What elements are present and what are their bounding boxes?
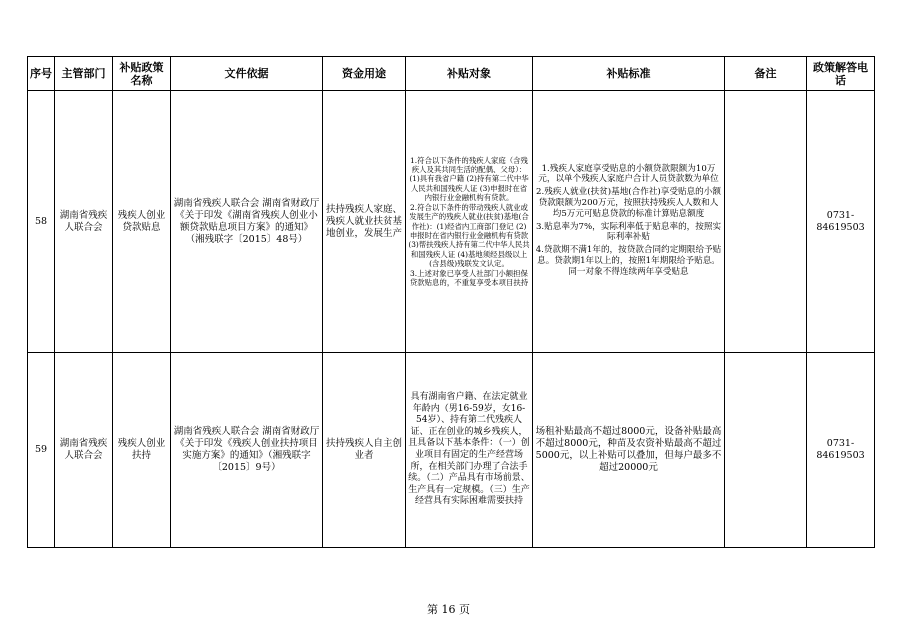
cell-phone: 0731-84619503 <box>807 353 875 548</box>
cell-policy: 残疾人创业扶持 <box>113 353 171 548</box>
page-footer: 第 16 页 <box>427 603 470 616</box>
header-dept: 主管部门 <box>55 57 113 91</box>
table-row <box>28 353 875 548</box>
header-basis: 文件依据 <box>171 57 323 91</box>
header-standard: 补贴标准 <box>533 57 725 91</box>
cell-seq: 58 <box>28 91 55 353</box>
cell-basis: 湖南省残疾人联合会 湖南省财政厅《关于印发《残疾人创业扶持项目实施方案》的通知》（湘残联字〔2015〕9号） <box>171 353 323 548</box>
standard-item: 2.残疾人就业(扶贫)基地(合作社)享受贴息的小额贷款限额为200万元，按照扶持残疾人人数和人均5万元可贴息贷款的标准计算贴息额度 <box>536 187 721 219</box>
header-seq: 序号 <box>28 57 55 91</box>
cell-target <box>406 91 533 353</box>
target-item: 2.符合以下条件的带动残疾人就业或发展生产的残疾人就业(扶贫)基地(合作社)：(1)经省内工商部门登记 (2)申报时在省内银行业金融机构有贷款 (3)帮扶残疾人持有第二代中华人民共和国残疾人证 (4)基地须经县级以上(含县级)残联发文认定。 <box>408 202 530 269</box>
standard-item: 4.贷款期不满1年的，按贷款合同约定期限给予贴息。贷款期1年以上的，按照1年期限给予贴息。同一对象不得连续两年享受贴息 <box>535 245 722 277</box>
standard-item: 1.残疾人家庭享受贴息的小额贷款限额为10万元，以单个残疾人家庭户合计人员贷款数为单位 <box>538 163 719 185</box>
cell-usage: 扶持残疾人家庭、残疾人就业扶贫基地创业，发展生产 <box>323 91 406 353</box>
header-usage: 资金用途 <box>323 57 406 91</box>
cell-remark <box>725 353 807 548</box>
cell-usage: 扶持残疾人自主创业者 <box>323 353 406 548</box>
cell-remark <box>725 91 807 353</box>
cell-target: 具有湖南省户籍、在法定就业年龄内（男16-59岁，女16-54岁）、持有第二代残疾人证、正在创业的城乡残疾人，且具备以下基本条件：（一）创业项目有固定的生产经营场所，在相关部门办理了合法手续。（二）产品具有市场前景、生产具有一定规模。（三）生产经营具有实际困难需要扶持 <box>406 353 533 548</box>
target-item: 1.符合以下条件的残疾人家庭（含残疾人及其共同生活的配偶、父母）：(1)具有我省户籍 (2)持有第二代中华人民共和国残疾人证 (3)申报时在省内银行业金融机构有贷款。 <box>409 155 529 203</box>
cell-dept: 湖南省残疾人联合会 <box>55 91 113 353</box>
target-item: 3.上述对象已享受人社部门小额担保贷款贴息的，不重复享受本项目扶持 <box>409 268 529 287</box>
cell-policy: 残疾人创业贷款贴息 <box>113 91 171 353</box>
header-phone: 政策解答电话 <box>807 57 875 91</box>
policy-table <box>27 56 875 548</box>
cell-basis: 湖南省残疾人联合会 湖南省财政厅《关于印发《湖南省残疾人创业小额贷款贴息项目方案》的通知》（湘残联字〔2015〕48号） <box>171 91 323 353</box>
cell-phone: 0731-84619503 <box>807 91 875 353</box>
cell-standard: 场租补贴最高不超过8000元，设备补贴最高不超过8000元，种苗及农资补贴最高不超过5000元，以上补贴可以叠加，但每户最多不超过20000元 <box>533 353 725 548</box>
table-row <box>28 91 875 353</box>
header-target: 补贴对象 <box>406 57 533 91</box>
cell-standard <box>533 91 725 353</box>
header-row <box>28 57 875 91</box>
standard-item: 3.贴息率为7%，实际利率低于贴息率的，按照实际利率补贴 <box>535 221 722 243</box>
header-policy: 补贴政策名称 <box>113 57 171 91</box>
cell-seq: 59 <box>28 353 55 548</box>
header-remark: 备注 <box>725 57 807 91</box>
cell-dept: 湖南省残疾人联合会 <box>55 353 113 548</box>
